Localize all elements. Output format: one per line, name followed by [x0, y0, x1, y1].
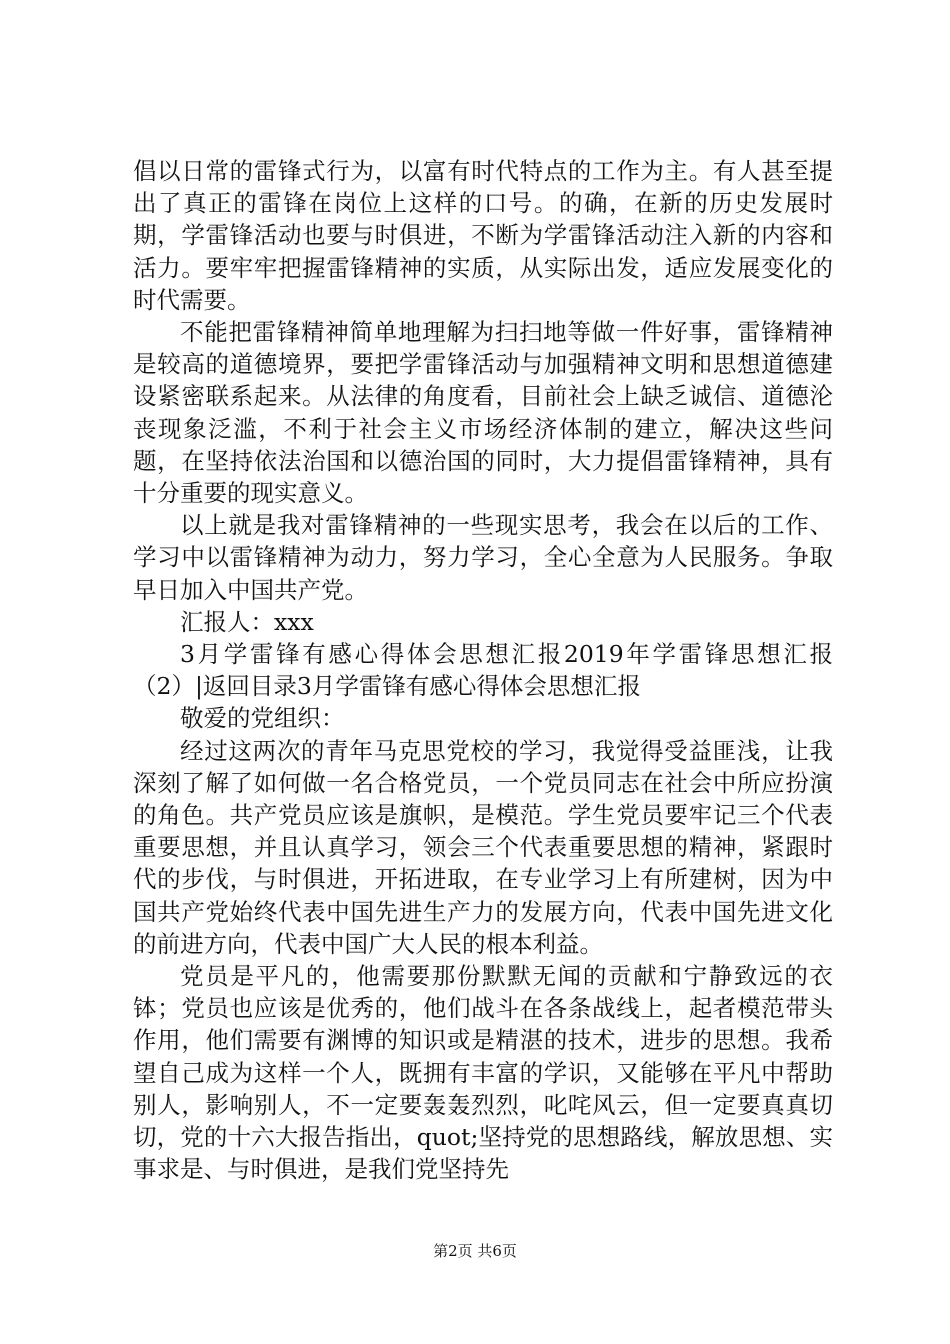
paragraph-8: 党员是平凡的，他需要那份默默无闻的贡献和宁静致远的衣钵；党员也应该是优秀的，他们战斗在各条战线上，起者模范带头作用，他们需要有渊博的知识或是精湛的技术，进步的思想。我希望自己成为这样一个人，既拥有丰富的学识，又能够在平凡中帮助别人，影响别人，不一定要轰轰烈烈，叱咤风云，但一定要真真切切，党的十六大报告指出，quot;坚持党的思想路线，解放思想、实事求是、与时俱进，是我们党坚持先: [133, 962, 833, 1184]
paragraph-2: 不能把雷锋精神简单地理解为扫扫地等做一件好事，雷锋精神是较高的道德境界，要把学雷锋活动与加强精神文明和思想道德建设紧密联系起来。从法律的角度看，目前社会上缺乏诚信、道德沦丧现象泛滥，不利于社会主义市场经济体制的建立，解决这些问题，在坚持依法治国和以德治国的同时，大力提倡雷锋精神，具有十分重要的现实意义。: [133, 318, 833, 508]
paragraph-3: 以上就是我对雷锋精神的一些现实思考，我会在以后的工作、学习中以雷锋精神为动力，努力学习，全心全意为人民服务。争取早日加入中国共产党。: [133, 511, 833, 604]
salutation: 敬爱的党组织：: [180, 704, 345, 733]
reporter-line: 汇报人：xxx: [180, 607, 314, 636]
document-body: [133, 155, 833, 1186]
section-heading-line: 3月学雷锋有感心得体会思想汇报2019年学雷锋思想汇报（2）|返回目录3月学雷锋有感心得体会思想汇报: [133, 640, 833, 701]
page-number-footer: 第2页 共6页: [433, 1242, 517, 1260]
paragraph-1: 倡以日常的雷锋式行为，以富有时代特点的工作为主。有人甚至提出了真正的雷锋在岗位上这样的口号。的确，在新的历史发展时期，学雷锋活动也要与时俱进，不断为学雷锋活动注入新的内容和活力。要牢牢把握雷锋精神的实质，从实际出发，适应发展变化的时代需要。: [133, 157, 833, 314]
paragraph-7: 经过这两次的青年马克思党校的学习，我觉得受益匪浅，让我深刻了解了如何做一名合格党员，一个党员同志在社会中所应扮演的角色。共产党员应该是旗帜，是模范。学生党员要牢记三个代表重要思想，并且认真学习，领会三个代表重要思想的精神，紧跟时代的步伐，与时俱进，开拓进取，在专业学习上有所建树，因为中国共产党始终代表中国先进生产力的发展方向，代表中国先进文化的前进方向，代表中国广大人民的根本利益。: [133, 736, 833, 958]
